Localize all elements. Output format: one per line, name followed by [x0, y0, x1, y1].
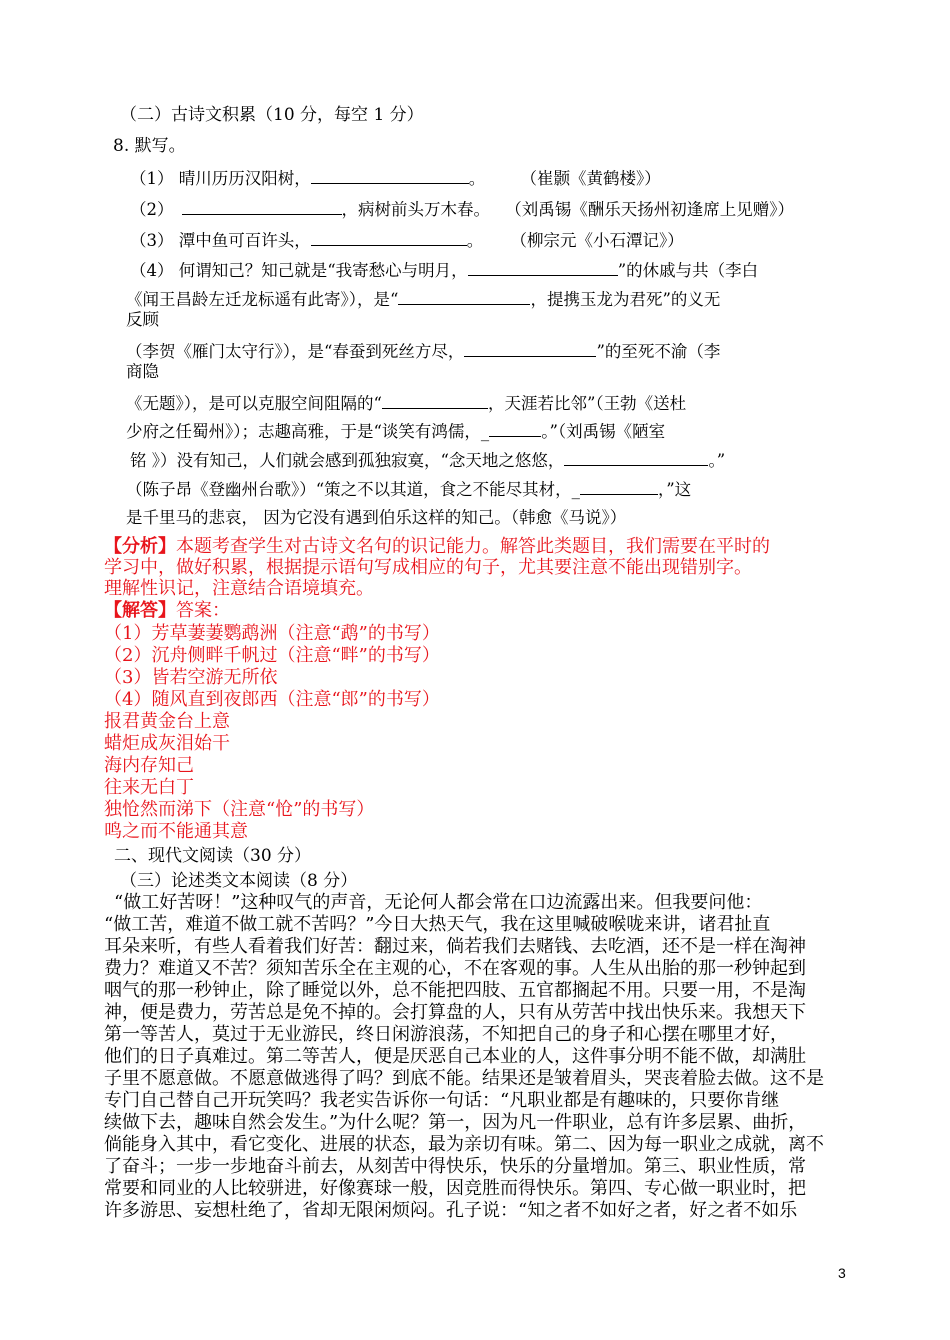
- answer-item: （1）芳草萋萋鹦鹉洲（注意“鹉”的书写）: [104, 623, 440, 644]
- blank-4d: [464, 340, 596, 357]
- passage-line: 耳朵来听，有些人看着我们好苦：翻过来，倘若我们去赌钱、去吃酒，还不是一样在淘神: [104, 936, 806, 957]
- text-segment: 少府之任蜀州》）；志趣高雅，于是“谈笑有鸿儒，_: [126, 422, 490, 441]
- analysis-text: 本题考查学生对古诗文名句的识记能力。解答此类题目，我们需要在平时的: [176, 536, 770, 557]
- passage-line: 了奋斗；一步一步地奋斗前去，从刻苦中得快乐，快乐的分量增加。第三、职业性质，常: [104, 1156, 806, 1177]
- dictation-line-4d: [126, 340, 720, 363]
- answer-item: 海内存知己: [104, 755, 194, 776]
- text-segment: （陈子昂《登幽州台歌》）“策之不以其道，食之不能尽其材，_: [126, 480, 580, 499]
- passage-line: 神，便是费力，劳苦总是免不掉的。会打算盘的人，只有从劳苦中找出快乐来。我想天下: [104, 1002, 806, 1023]
- dictation-line-4j: 是千里马的悲哀， 因为它没有遇到伯乐这样的知己。（韩愈《马说》）: [126, 508, 627, 527]
- page-number: 3: [838, 1265, 846, 1281]
- passage-line: 专门自己替自己开玩笑吗？我老实告诉你一句话：“凡职业都是有趣味的，只要你肯继: [104, 1090, 780, 1111]
- answer-item: 报君黄金台上意: [104, 711, 230, 732]
- blank-4g: [489, 420, 541, 437]
- text-segment: 。”（刘禹锡《陋室: [541, 422, 666, 441]
- source-citation: （崔颢《黄鹤楼》）: [520, 169, 661, 188]
- dictation-line-4b: [126, 288, 720, 311]
- question-number: 8.: [113, 136, 130, 156]
- blank-3: [311, 229, 467, 246]
- passage-line: “做工苦，难道不做工就不苦吗？”今日大热天气，我在这里喊破喉咙来讲，诸君扯直: [104, 914, 771, 935]
- dictation-line-4f: [126, 392, 686, 415]
- text-segment: 。: [466, 231, 484, 250]
- answer-label: 答案：: [176, 600, 230, 621]
- answer-item: 往来无白丁: [104, 777, 194, 798]
- question-title: 默写。: [134, 136, 186, 156]
- dictation-line-2: [130, 198, 794, 221]
- source-citation: （刘禹锡《酬乐天扬州初逢席上见赠》）: [505, 200, 794, 219]
- part-2-title: 二、现代文阅读（30 分）: [114, 846, 312, 866]
- dictation-line-4e: 商隐: [126, 362, 159, 381]
- answer-heading: [104, 600, 230, 622]
- answer-tag: 【解答】: [104, 600, 176, 621]
- text-segment: （3） 潭中鱼可百许头，: [130, 231, 311, 250]
- answer-item: 鸣之而不能通其意: [104, 821, 248, 842]
- answer-item: 蜡炬成灰泪始干: [104, 733, 230, 754]
- blank-4a: [468, 259, 618, 276]
- dictation-line-1: [130, 167, 661, 190]
- blank-4h: [564, 449, 708, 466]
- passage-line: 他们的日子真难过。第二等苦人，便是厌恶自己本业的人，这件事分明不能不做，却满肚: [104, 1046, 806, 1067]
- blank-4i: [580, 478, 658, 495]
- text-segment: ，天涯若比邻”（王勃《送杜: [487, 394, 687, 413]
- text-segment: （2）: [130, 200, 174, 219]
- passage-line: 费力？难道又不苦？须知苦乐全在主观的心，不在客观的事。人生从出胎的那一秒钟起到: [104, 958, 806, 979]
- dictation-line-3: [130, 229, 684, 252]
- dictation-line-4i: [126, 478, 691, 501]
- dictation-line-4a: [130, 259, 758, 282]
- passage-line: 子里不愿意做。不愿意做逃得了吗？到底不能。结果还是皱着眉头，哭丧着脸去做。这不是: [104, 1068, 824, 1089]
- passage-line: 倘能身入其中，看它变化、进展的状态，最为亲切有味。第二、因为每一职业之成就，离不: [104, 1134, 824, 1155]
- passage-line: 咽气的那一秒钟止，除了睡觉以外，总不能把四肢、五官都搁起不用。只要一用，不是淘: [104, 980, 806, 1001]
- analysis-line-3: 理解性识记，注意结合语境填充。: [104, 578, 374, 599]
- dictation-line-4h: [130, 449, 725, 472]
- dictation-line-4c: 反顾: [126, 310, 159, 329]
- text-segment: ，”这: [657, 480, 692, 499]
- section-3-title: （三）论述类文本阅读（8 分）: [120, 871, 358, 891]
- answer-item: （4）随风直到夜郎西（注意“郎”的书写）: [104, 689, 440, 710]
- text-segment: （1） 晴川历历汉阳树，: [130, 169, 311, 188]
- passage-line: 许多游思、妄想杜绝了，省却无限闲烦闷。孔子说：“知之者不如好之者，好之者不如乐: [104, 1200, 798, 1221]
- text-segment: 《闻王昌龄左迁龙标遥有此寄》），是“: [126, 290, 399, 309]
- passage-line: 第一等苦人，莫过于无业游民，终日闲游浪荡，不知把自己的身子和心摆在哪里才好，: [104, 1024, 788, 1045]
- blank-1: [311, 167, 469, 184]
- text-segment: ”的至死不渝（李: [596, 342, 721, 361]
- blank-2: [182, 198, 342, 215]
- passage-line: 常要和同业的人比较骈进，好像赛球一般，因竞胜而得快乐。第四、专心做一职业时，把: [104, 1178, 806, 1199]
- blank-4b: [398, 288, 530, 305]
- answer-item: （2）沉舟侧畔千帆过（注意“畔”的书写）: [104, 645, 440, 666]
- answer-item: （3）皆若空游无所依: [104, 667, 278, 688]
- text-segment: 铭 》）没有知己，人们就会感到孤独寂寞，“念天地之悠悠，: [130, 451, 565, 470]
- analysis-tag: 【分析】: [104, 536, 176, 557]
- analysis-line-1: [104, 536, 770, 558]
- blank-4f: [382, 392, 488, 409]
- text-segment: （李贺《雁门太守行》），是“春蚕到死丝方尽，: [126, 342, 465, 361]
- text-segment: ，病树前头万木春。: [341, 200, 490, 219]
- text-segment: （4） 何谓知己？知己就是“我寄愁心与明月，: [130, 261, 468, 280]
- question-8-heading: [113, 135, 186, 157]
- text-segment: ”的休戚与共（李白: [617, 261, 759, 280]
- section-2-title: （二）古诗文积累（10 分，每空 1 分）: [120, 105, 424, 125]
- text-segment: 。: [468, 169, 486, 188]
- text-segment: 。”: [708, 451, 726, 470]
- passage-line: “做工好苦呀！”这种叹气的声音，无论何人都会常在口边流露出来。但我要问他：: [114, 892, 763, 913]
- passage-line: 续做下去，趣味自然会发生。”为什么呢？第一，因为凡一件职业，总有许多层累、曲折，: [104, 1112, 807, 1133]
- analysis-line-2: 学习中，做好积累，根据提示语句写成相应的句子，尤其要注意不能出现错别字。: [104, 557, 752, 578]
- source-citation: （柳宗元《小石潭记》）: [510, 231, 684, 250]
- answer-item: 独怆然而涕下（注意“怆”的书写）: [104, 799, 375, 820]
- text-segment: ，提携玉龙为君死”的义无: [530, 290, 721, 309]
- dictation-line-4g: [126, 420, 665, 443]
- text-segment: 《无题》），是可以克服空间阻隔的“: [126, 394, 382, 413]
